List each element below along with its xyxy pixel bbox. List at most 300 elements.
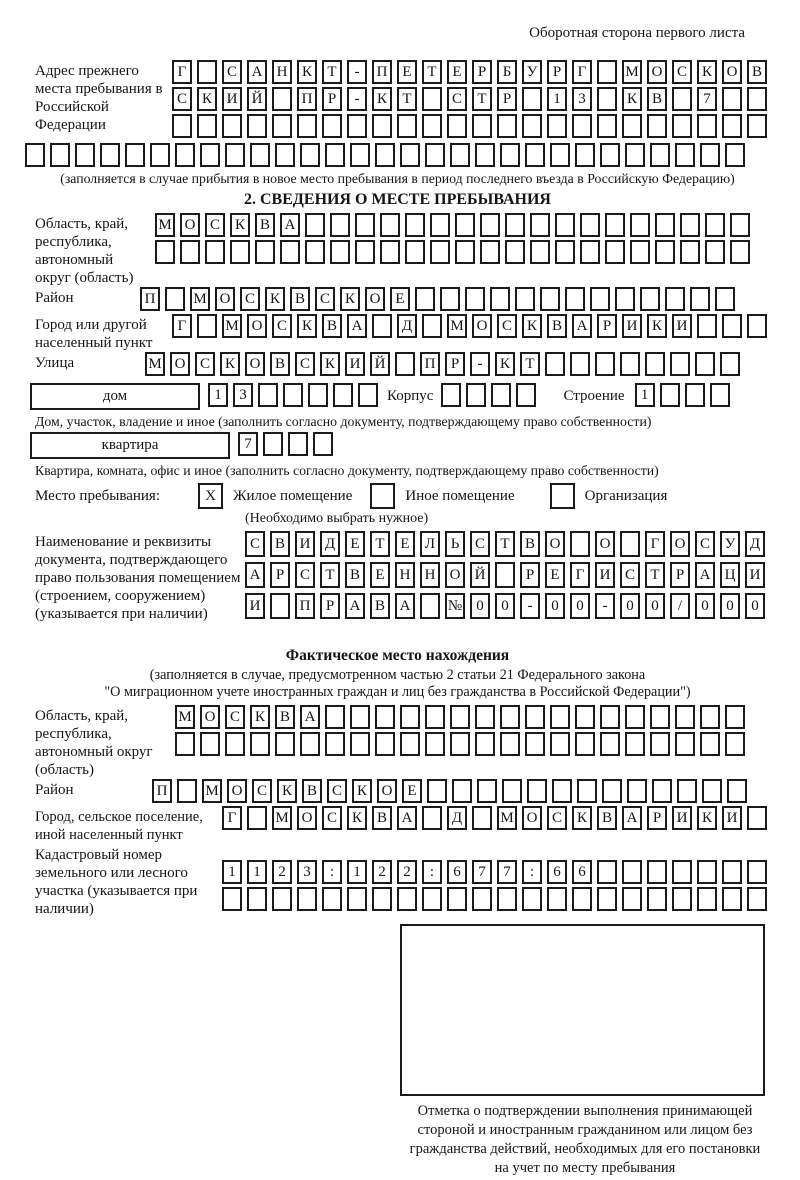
char-cell[interactable]: В	[647, 87, 667, 111]
char-cell[interactable]	[655, 240, 675, 264]
char-cell[interactable]: И	[245, 593, 265, 619]
char-cell[interactable]	[275, 143, 295, 167]
char-cell[interactable]	[480, 240, 500, 264]
char-cell[interactable]	[747, 860, 767, 884]
char-cell[interactable]: Р	[270, 562, 290, 588]
char-cell[interactable]	[650, 732, 670, 756]
char-cell[interactable]	[575, 143, 595, 167]
char-cell[interactable]: 0	[495, 593, 515, 619]
char-cell[interactable]: Д	[320, 531, 340, 557]
char-cell[interactable]	[615, 287, 635, 311]
char-cell[interactable]: М	[222, 314, 242, 338]
char-cell[interactable]	[725, 143, 745, 167]
char-cell[interactable]	[695, 352, 715, 376]
char-cell[interactable]	[372, 114, 392, 138]
char-cell[interactable]	[447, 887, 467, 911]
char-cell[interactable]	[150, 143, 170, 167]
char-cell[interactable]	[475, 143, 495, 167]
char-cell[interactable]: А	[247, 60, 267, 84]
char-cell[interactable]	[430, 240, 450, 264]
char-cell[interactable]: К	[352, 779, 372, 803]
char-cell[interactable]	[258, 383, 278, 407]
char-cell[interactable]: Р	[520, 562, 540, 588]
char-cell[interactable]	[555, 240, 575, 264]
char-cell[interactable]	[575, 705, 595, 729]
char-cell[interactable]: М	[145, 352, 165, 376]
char-cell[interactable]: В	[270, 531, 290, 557]
stay-type-checkbox-other[interactable]	[370, 483, 395, 509]
char-cell[interactable]: Ь	[445, 531, 465, 557]
char-cell[interactable]	[600, 705, 620, 729]
char-cell[interactable]	[197, 114, 217, 138]
char-cell[interactable]: В	[747, 60, 767, 84]
char-cell[interactable]: 6	[547, 860, 567, 884]
char-cell[interactable]	[313, 432, 333, 456]
char-cell[interactable]: А	[397, 806, 417, 830]
char-cell[interactable]: О	[215, 287, 235, 311]
char-cell[interactable]: К	[372, 87, 392, 111]
char-cell[interactable]: Е	[545, 562, 565, 588]
char-cell[interactable]	[422, 314, 442, 338]
char-cell[interactable]	[455, 240, 475, 264]
char-cell[interactable]	[172, 114, 192, 138]
char-cell[interactable]	[600, 143, 620, 167]
char-cell[interactable]	[372, 887, 392, 911]
char-cell[interactable]: С	[272, 314, 292, 338]
char-cell[interactable]: 1	[547, 87, 567, 111]
char-cell[interactable]	[222, 887, 242, 911]
char-cell[interactable]	[283, 383, 303, 407]
char-cell[interactable]	[622, 860, 642, 884]
char-cell[interactable]: И	[345, 352, 365, 376]
char-cell[interactable]	[597, 114, 617, 138]
char-cell[interactable]: М	[622, 60, 642, 84]
char-cell[interactable]	[355, 213, 375, 237]
char-cell[interactable]: О	[245, 352, 265, 376]
char-cell[interactable]: Л	[420, 531, 440, 557]
char-cell[interactable]: И	[745, 562, 765, 588]
char-cell[interactable]	[305, 240, 325, 264]
char-cell[interactable]: М	[175, 705, 195, 729]
char-cell[interactable]: С	[695, 531, 715, 557]
char-cell[interactable]	[275, 732, 295, 756]
char-cell[interactable]	[640, 287, 660, 311]
char-cell[interactable]	[430, 213, 450, 237]
char-cell[interactable]	[597, 60, 617, 84]
char-cell[interactable]	[550, 705, 570, 729]
char-cell[interactable]: И	[622, 314, 642, 338]
char-cell[interactable]: Г	[172, 314, 192, 338]
char-cell[interactable]: :	[322, 860, 342, 884]
char-cell[interactable]: :	[422, 860, 442, 884]
char-cell[interactable]	[525, 143, 545, 167]
char-cell[interactable]: 3	[297, 860, 317, 884]
char-cell[interactable]: К	[697, 60, 717, 84]
char-cell[interactable]	[355, 240, 375, 264]
char-cell[interactable]	[622, 887, 642, 911]
char-cell[interactable]: В	[255, 213, 275, 237]
char-cell[interactable]: Н	[420, 562, 440, 588]
char-cell[interactable]	[527, 779, 547, 803]
char-cell[interactable]: В	[345, 562, 365, 588]
char-cell[interactable]: 0	[645, 593, 665, 619]
house-type-box[interactable]: дом	[30, 383, 200, 410]
char-cell[interactable]	[422, 806, 442, 830]
char-cell[interactable]	[570, 531, 590, 557]
char-cell[interactable]	[570, 352, 590, 376]
char-cell[interactable]	[155, 240, 175, 264]
char-cell[interactable]	[655, 213, 675, 237]
char-cell[interactable]: И	[222, 87, 242, 111]
char-cell[interactable]	[350, 143, 370, 167]
char-cell[interactable]	[705, 240, 725, 264]
char-cell[interactable]	[125, 143, 145, 167]
char-cell[interactable]	[422, 114, 442, 138]
char-cell[interactable]: -	[347, 60, 367, 84]
char-cell[interactable]	[702, 779, 722, 803]
char-cell[interactable]	[75, 143, 95, 167]
char-cell[interactable]	[547, 887, 567, 911]
char-cell[interactable]	[222, 114, 242, 138]
char-cell[interactable]	[622, 114, 642, 138]
char-cell[interactable]: С	[195, 352, 215, 376]
char-cell[interactable]	[727, 779, 747, 803]
char-cell[interactable]: О	[595, 531, 615, 557]
char-cell[interactable]: Г	[222, 806, 242, 830]
char-cell[interactable]	[395, 352, 415, 376]
char-cell[interactable]: К	[250, 705, 270, 729]
char-cell[interactable]	[625, 143, 645, 167]
char-cell[interactable]: 1	[247, 860, 267, 884]
char-cell[interactable]: 0	[745, 593, 765, 619]
char-cell[interactable]: О	[180, 213, 200, 237]
char-cell[interactable]	[670, 352, 690, 376]
char-cell[interactable]	[197, 60, 217, 84]
char-cell[interactable]: И	[295, 531, 315, 557]
char-cell[interactable]: А	[280, 213, 300, 237]
char-cell[interactable]: В	[302, 779, 322, 803]
char-cell[interactable]: О	[545, 531, 565, 557]
char-cell[interactable]	[25, 143, 45, 167]
char-cell[interactable]: В	[547, 314, 567, 338]
char-cell[interactable]	[300, 143, 320, 167]
char-cell[interactable]: С	[245, 531, 265, 557]
char-cell[interactable]: П	[140, 287, 160, 311]
char-cell[interactable]: 0	[620, 593, 640, 619]
char-cell[interactable]: 6	[572, 860, 592, 884]
char-cell[interactable]	[550, 143, 570, 167]
char-cell[interactable]: -	[595, 593, 615, 619]
char-cell[interactable]: В	[370, 593, 390, 619]
char-cell[interactable]: К	[622, 87, 642, 111]
char-cell[interactable]	[350, 705, 370, 729]
char-cell[interactable]	[465, 287, 485, 311]
char-cell[interactable]	[672, 114, 692, 138]
char-cell[interactable]	[685, 383, 705, 407]
char-cell[interactable]: А	[345, 593, 365, 619]
char-cell[interactable]: Е	[345, 531, 365, 557]
char-cell[interactable]	[500, 732, 520, 756]
char-cell[interactable]: В	[290, 287, 310, 311]
char-cell[interactable]	[715, 287, 735, 311]
char-cell[interactable]: С	[322, 806, 342, 830]
char-cell[interactable]	[347, 887, 367, 911]
char-cell[interactable]: 2	[272, 860, 292, 884]
char-cell[interactable]	[572, 887, 592, 911]
char-cell[interactable]: А	[347, 314, 367, 338]
char-cell[interactable]: 0	[695, 593, 715, 619]
char-cell[interactable]	[597, 860, 617, 884]
char-cell[interactable]: Т	[370, 531, 390, 557]
char-cell[interactable]: Т	[422, 60, 442, 84]
char-cell[interactable]	[420, 593, 440, 619]
char-cell[interactable]	[247, 806, 267, 830]
char-cell[interactable]	[697, 860, 717, 884]
char-cell[interactable]	[627, 779, 647, 803]
char-cell[interactable]	[422, 87, 442, 111]
char-cell[interactable]	[725, 732, 745, 756]
char-cell[interactable]	[400, 143, 420, 167]
char-cell[interactable]: К	[297, 314, 317, 338]
char-cell[interactable]: В	[372, 806, 392, 830]
char-cell[interactable]	[580, 240, 600, 264]
char-cell[interactable]: К	[347, 806, 367, 830]
char-cell[interactable]	[630, 240, 650, 264]
char-cell[interactable]: 1	[635, 383, 655, 407]
char-cell[interactable]: /	[670, 593, 690, 619]
char-cell[interactable]: И	[672, 806, 692, 830]
char-cell[interactable]	[425, 732, 445, 756]
char-cell[interactable]	[575, 732, 595, 756]
char-cell[interactable]	[650, 143, 670, 167]
char-cell[interactable]: Р	[597, 314, 617, 338]
char-cell[interactable]: 6	[447, 860, 467, 884]
char-cell[interactable]	[675, 705, 695, 729]
char-cell[interactable]	[333, 383, 353, 407]
char-cell[interactable]	[330, 240, 350, 264]
char-cell[interactable]	[540, 287, 560, 311]
char-cell[interactable]	[100, 143, 120, 167]
char-cell[interactable]: В	[597, 806, 617, 830]
char-cell[interactable]	[700, 705, 720, 729]
char-cell[interactable]	[552, 779, 572, 803]
char-cell[interactable]	[710, 383, 730, 407]
char-cell[interactable]	[247, 887, 267, 911]
char-cell[interactable]: К	[697, 806, 717, 830]
char-cell[interactable]	[505, 213, 525, 237]
char-cell[interactable]: А	[300, 705, 320, 729]
char-cell[interactable]: Й	[370, 352, 390, 376]
char-cell[interactable]: Е	[390, 287, 410, 311]
char-cell[interactable]	[263, 432, 283, 456]
char-cell[interactable]	[330, 213, 350, 237]
char-cell[interactable]	[625, 705, 645, 729]
char-cell[interactable]	[466, 383, 486, 407]
char-cell[interactable]	[730, 240, 750, 264]
char-cell[interactable]: А	[622, 806, 642, 830]
char-cell[interactable]: К	[647, 314, 667, 338]
char-cell[interactable]	[677, 779, 697, 803]
char-cell[interactable]	[325, 705, 345, 729]
char-cell[interactable]	[255, 240, 275, 264]
char-cell[interactable]: Е	[395, 531, 415, 557]
char-cell[interactable]: К	[522, 314, 542, 338]
char-cell[interactable]	[247, 114, 267, 138]
char-cell[interactable]	[405, 240, 425, 264]
char-cell[interactable]	[270, 593, 290, 619]
char-cell[interactable]	[472, 114, 492, 138]
char-cell[interactable]: Р	[472, 60, 492, 84]
char-cell[interactable]: :	[522, 860, 542, 884]
char-cell[interactable]: Р	[320, 593, 340, 619]
char-cell[interactable]	[595, 352, 615, 376]
char-cell[interactable]	[475, 705, 495, 729]
char-cell[interactable]: М	[190, 287, 210, 311]
char-cell[interactable]: И	[722, 806, 742, 830]
char-cell[interactable]	[505, 240, 525, 264]
char-cell[interactable]	[722, 314, 742, 338]
char-cell[interactable]: Д	[397, 314, 417, 338]
char-cell[interactable]	[205, 240, 225, 264]
char-cell[interactable]: А	[245, 562, 265, 588]
char-cell[interactable]	[522, 87, 542, 111]
char-cell[interactable]: С	[225, 705, 245, 729]
char-cell[interactable]	[322, 887, 342, 911]
char-cell[interactable]	[700, 732, 720, 756]
char-cell[interactable]	[425, 143, 445, 167]
char-cell[interactable]	[397, 114, 417, 138]
char-cell[interactable]	[380, 213, 400, 237]
char-cell[interactable]	[747, 114, 767, 138]
char-cell[interactable]: О	[377, 779, 397, 803]
char-cell[interactable]: Г	[572, 60, 592, 84]
char-cell[interactable]: О	[365, 287, 385, 311]
char-cell[interactable]	[547, 114, 567, 138]
char-cell[interactable]: Ц	[720, 562, 740, 588]
char-cell[interactable]: К	[320, 352, 340, 376]
char-cell[interactable]	[272, 114, 292, 138]
char-cell[interactable]	[405, 213, 425, 237]
char-cell[interactable]: С	[222, 60, 242, 84]
char-cell[interactable]	[497, 114, 517, 138]
char-cell[interactable]	[555, 213, 575, 237]
char-cell[interactable]	[425, 705, 445, 729]
char-cell[interactable]	[495, 562, 515, 588]
char-cell[interactable]: И	[672, 314, 692, 338]
char-cell[interactable]	[720, 352, 740, 376]
char-cell[interactable]: П	[372, 60, 392, 84]
char-cell[interactable]	[747, 314, 767, 338]
char-cell[interactable]	[375, 143, 395, 167]
char-cell[interactable]: 0	[720, 593, 740, 619]
char-cell[interactable]: 3	[572, 87, 592, 111]
char-cell[interactable]	[450, 732, 470, 756]
char-cell[interactable]	[680, 240, 700, 264]
char-cell[interactable]	[325, 732, 345, 756]
char-cell[interactable]: 1	[347, 860, 367, 884]
char-cell[interactable]: -	[347, 87, 367, 111]
char-cell[interactable]	[650, 705, 670, 729]
char-cell[interactable]	[497, 887, 517, 911]
char-cell[interactable]: О	[227, 779, 247, 803]
char-cell[interactable]	[675, 143, 695, 167]
char-cell[interactable]: О	[200, 705, 220, 729]
char-cell[interactable]	[415, 287, 435, 311]
char-cell[interactable]	[645, 352, 665, 376]
char-cell[interactable]	[522, 887, 542, 911]
char-cell[interactable]	[490, 287, 510, 311]
char-cell[interactable]	[625, 732, 645, 756]
char-cell[interactable]: С	[447, 87, 467, 111]
char-cell[interactable]: Д	[447, 806, 467, 830]
char-cell[interactable]: П	[295, 593, 315, 619]
char-cell[interactable]: 0	[470, 593, 490, 619]
char-cell[interactable]: 2	[397, 860, 417, 884]
char-cell[interactable]	[272, 887, 292, 911]
char-cell[interactable]: В	[275, 705, 295, 729]
char-cell[interactable]	[572, 114, 592, 138]
char-cell[interactable]	[620, 531, 640, 557]
char-cell[interactable]: К	[220, 352, 240, 376]
char-cell[interactable]	[747, 87, 767, 111]
char-cell[interactable]	[250, 732, 270, 756]
char-cell[interactable]	[672, 860, 692, 884]
char-cell[interactable]: О	[522, 806, 542, 830]
char-cell[interactable]: В	[322, 314, 342, 338]
char-cell[interactable]	[480, 213, 500, 237]
char-cell[interactable]	[452, 779, 472, 803]
char-cell[interactable]: О	[247, 314, 267, 338]
char-cell[interactable]	[672, 887, 692, 911]
char-cell[interactable]: Й	[247, 87, 267, 111]
char-cell[interactable]: 0	[545, 593, 565, 619]
char-cell[interactable]: Е	[402, 779, 422, 803]
char-cell[interactable]	[455, 213, 475, 237]
char-cell[interactable]	[450, 705, 470, 729]
char-cell[interactable]: А	[695, 562, 715, 588]
char-cell[interactable]	[660, 383, 680, 407]
char-cell[interactable]	[297, 114, 317, 138]
char-cell[interactable]	[722, 87, 742, 111]
char-cell[interactable]: У	[522, 60, 542, 84]
char-cell[interactable]: Т	[472, 87, 492, 111]
char-cell[interactable]	[297, 887, 317, 911]
char-cell[interactable]	[400, 732, 420, 756]
char-cell[interactable]: К	[265, 287, 285, 311]
char-cell[interactable]: С	[327, 779, 347, 803]
char-cell[interactable]	[305, 213, 325, 237]
char-cell[interactable]	[288, 432, 308, 456]
char-cell[interactable]: О	[445, 562, 465, 588]
char-cell[interactable]: Р	[322, 87, 342, 111]
char-cell[interactable]: Е	[397, 60, 417, 84]
char-cell[interactable]	[491, 383, 511, 407]
char-cell[interactable]: С	[172, 87, 192, 111]
char-cell[interactable]	[600, 732, 620, 756]
char-cell[interactable]	[177, 779, 197, 803]
char-cell[interactable]	[697, 314, 717, 338]
char-cell[interactable]	[400, 705, 420, 729]
char-cell[interactable]	[450, 143, 470, 167]
char-cell[interactable]: 0	[570, 593, 590, 619]
char-cell[interactable]: М	[155, 213, 175, 237]
char-cell[interactable]	[472, 806, 492, 830]
char-cell[interactable]: П	[297, 87, 317, 111]
char-cell[interactable]	[200, 732, 220, 756]
char-cell[interactable]: М	[272, 806, 292, 830]
char-cell[interactable]	[50, 143, 70, 167]
char-cell[interactable]: О	[647, 60, 667, 84]
